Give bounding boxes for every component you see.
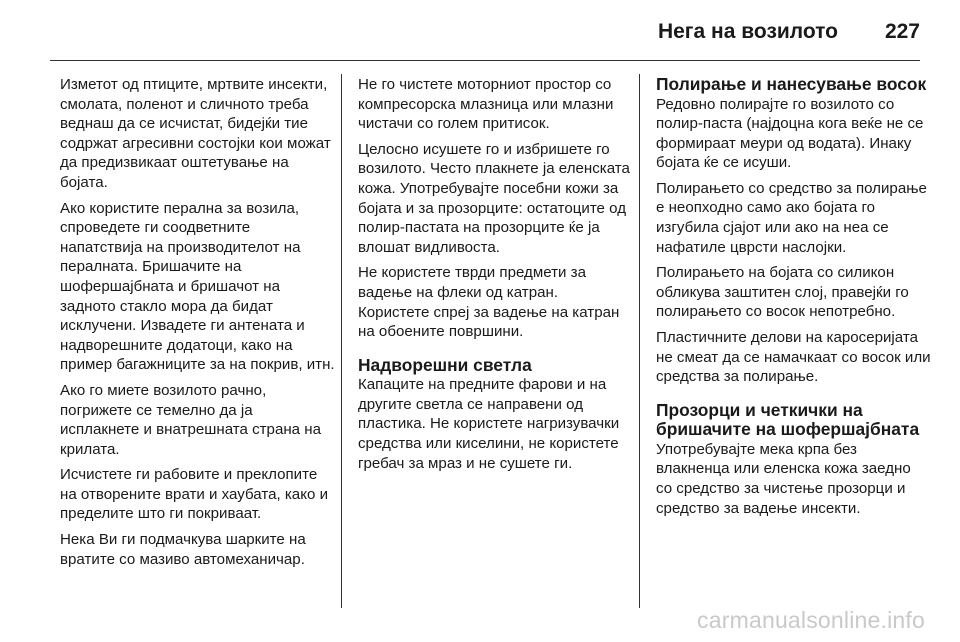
- paragraph: Изметот од птиците, мртвите инсекти, смолата, поленот и сличното треба веднаш да се исчистат, бидејќи тие содржат агресивни состојки кои можат да предизвикаат оштетување на бојата.: [60, 76, 331, 191]
- paragraph: Капаците на предните фарови и на другите светла се направени од пластика. Не користете нагризувачки средства или киселини, не користете гребач за мраз и не сушете ги.: [358, 376, 620, 472]
- paragraph: Пластичните делови на каросеријата не смеат да се намачкаат со восок или средства за полирање.: [656, 329, 931, 386]
- header-divider: [50, 60, 920, 61]
- section-heading-windows-wipers: Прозорци и четкички на бришачите на шофершајбната: [656, 399, 920, 440]
- paragraph: Не го чистете моторниот простор со компресорска млазница или млазни чистачи со голем притисок.: [358, 76, 614, 133]
- page-title: Нега на возилото: [657, 20, 838, 43]
- paragraph: Ако го миете возилото рачно, погрижете се темелно да ја исплакнете и внатрешната страна на крилата.: [60, 381, 322, 458]
- paragraph: Полирањето на бојата со силикон обликува заштитен слој, правејќи го полирањето со восок непотребно.: [656, 264, 909, 321]
- section-heading-polishing-waxing: Полирање и нанесување восок: [656, 74, 927, 94]
- paragraph: Нека Ви ги подмачкува шарките на вратите со мазиво автомеханичар.: [60, 531, 306, 568]
- paragraph: Исчистете ги рабовите и преклопите на отворените врати и хаубата, како и пределите што ги покриваат.: [60, 466, 328, 523]
- paragraph: Целосно исушете го и избришете го возилото. Често плакнете ја еленската кожа. Употребувајте посебни кожи за бојата и за прозорците: остатоците од полир-пастата на прозорците ќе ја влошат видливоста.: [358, 140, 630, 256]
- text-column-3: [656, 75, 931, 524]
- paragraph: Полирањето со средство за полирање е неопходно само ако бојата го изгубила сјајот или ако на неа се нафатиле цврсти наслојки.: [656, 179, 927, 256]
- column-divider: [341, 74, 342, 608]
- paragraph: Употребувајте мека крпа без влакненца или еленска кожа заедно со средство за чистење прозорци и средство за вадење инсекти.: [656, 440, 911, 517]
- page-header: [0, 0, 960, 60]
- section-heading-exterior-lights: Надворешни светла: [358, 354, 532, 375]
- text-column-1: [60, 75, 335, 575]
- page-number: 227: [884, 20, 920, 43]
- text-column-2: [358, 75, 633, 479]
- paragraph: Не користете тврди предмети за вадење на флеки од катран. Користете спреј за вадење на катран на обоените површини.: [358, 264, 620, 341]
- watermark: carmanualsonline.info: [697, 607, 925, 633]
- paragraph: Редовно полирајте го возилото со полир-паста (најдоцна кога веќе не се формираат меури од водата). Инаку бојата ќе се исуши.: [656, 95, 924, 172]
- column-divider: [639, 74, 640, 608]
- paragraph: Ако користите перална за возила, спроведете ги соодветните напатствија на производителот на пералната. Бришачите на шофершајбната и бришачот на задното стакло мора да бидат исклучени. Извадете ги антената и надворешните додатоци, како на пример багажниците за на покрив, итн.: [60, 199, 335, 374]
